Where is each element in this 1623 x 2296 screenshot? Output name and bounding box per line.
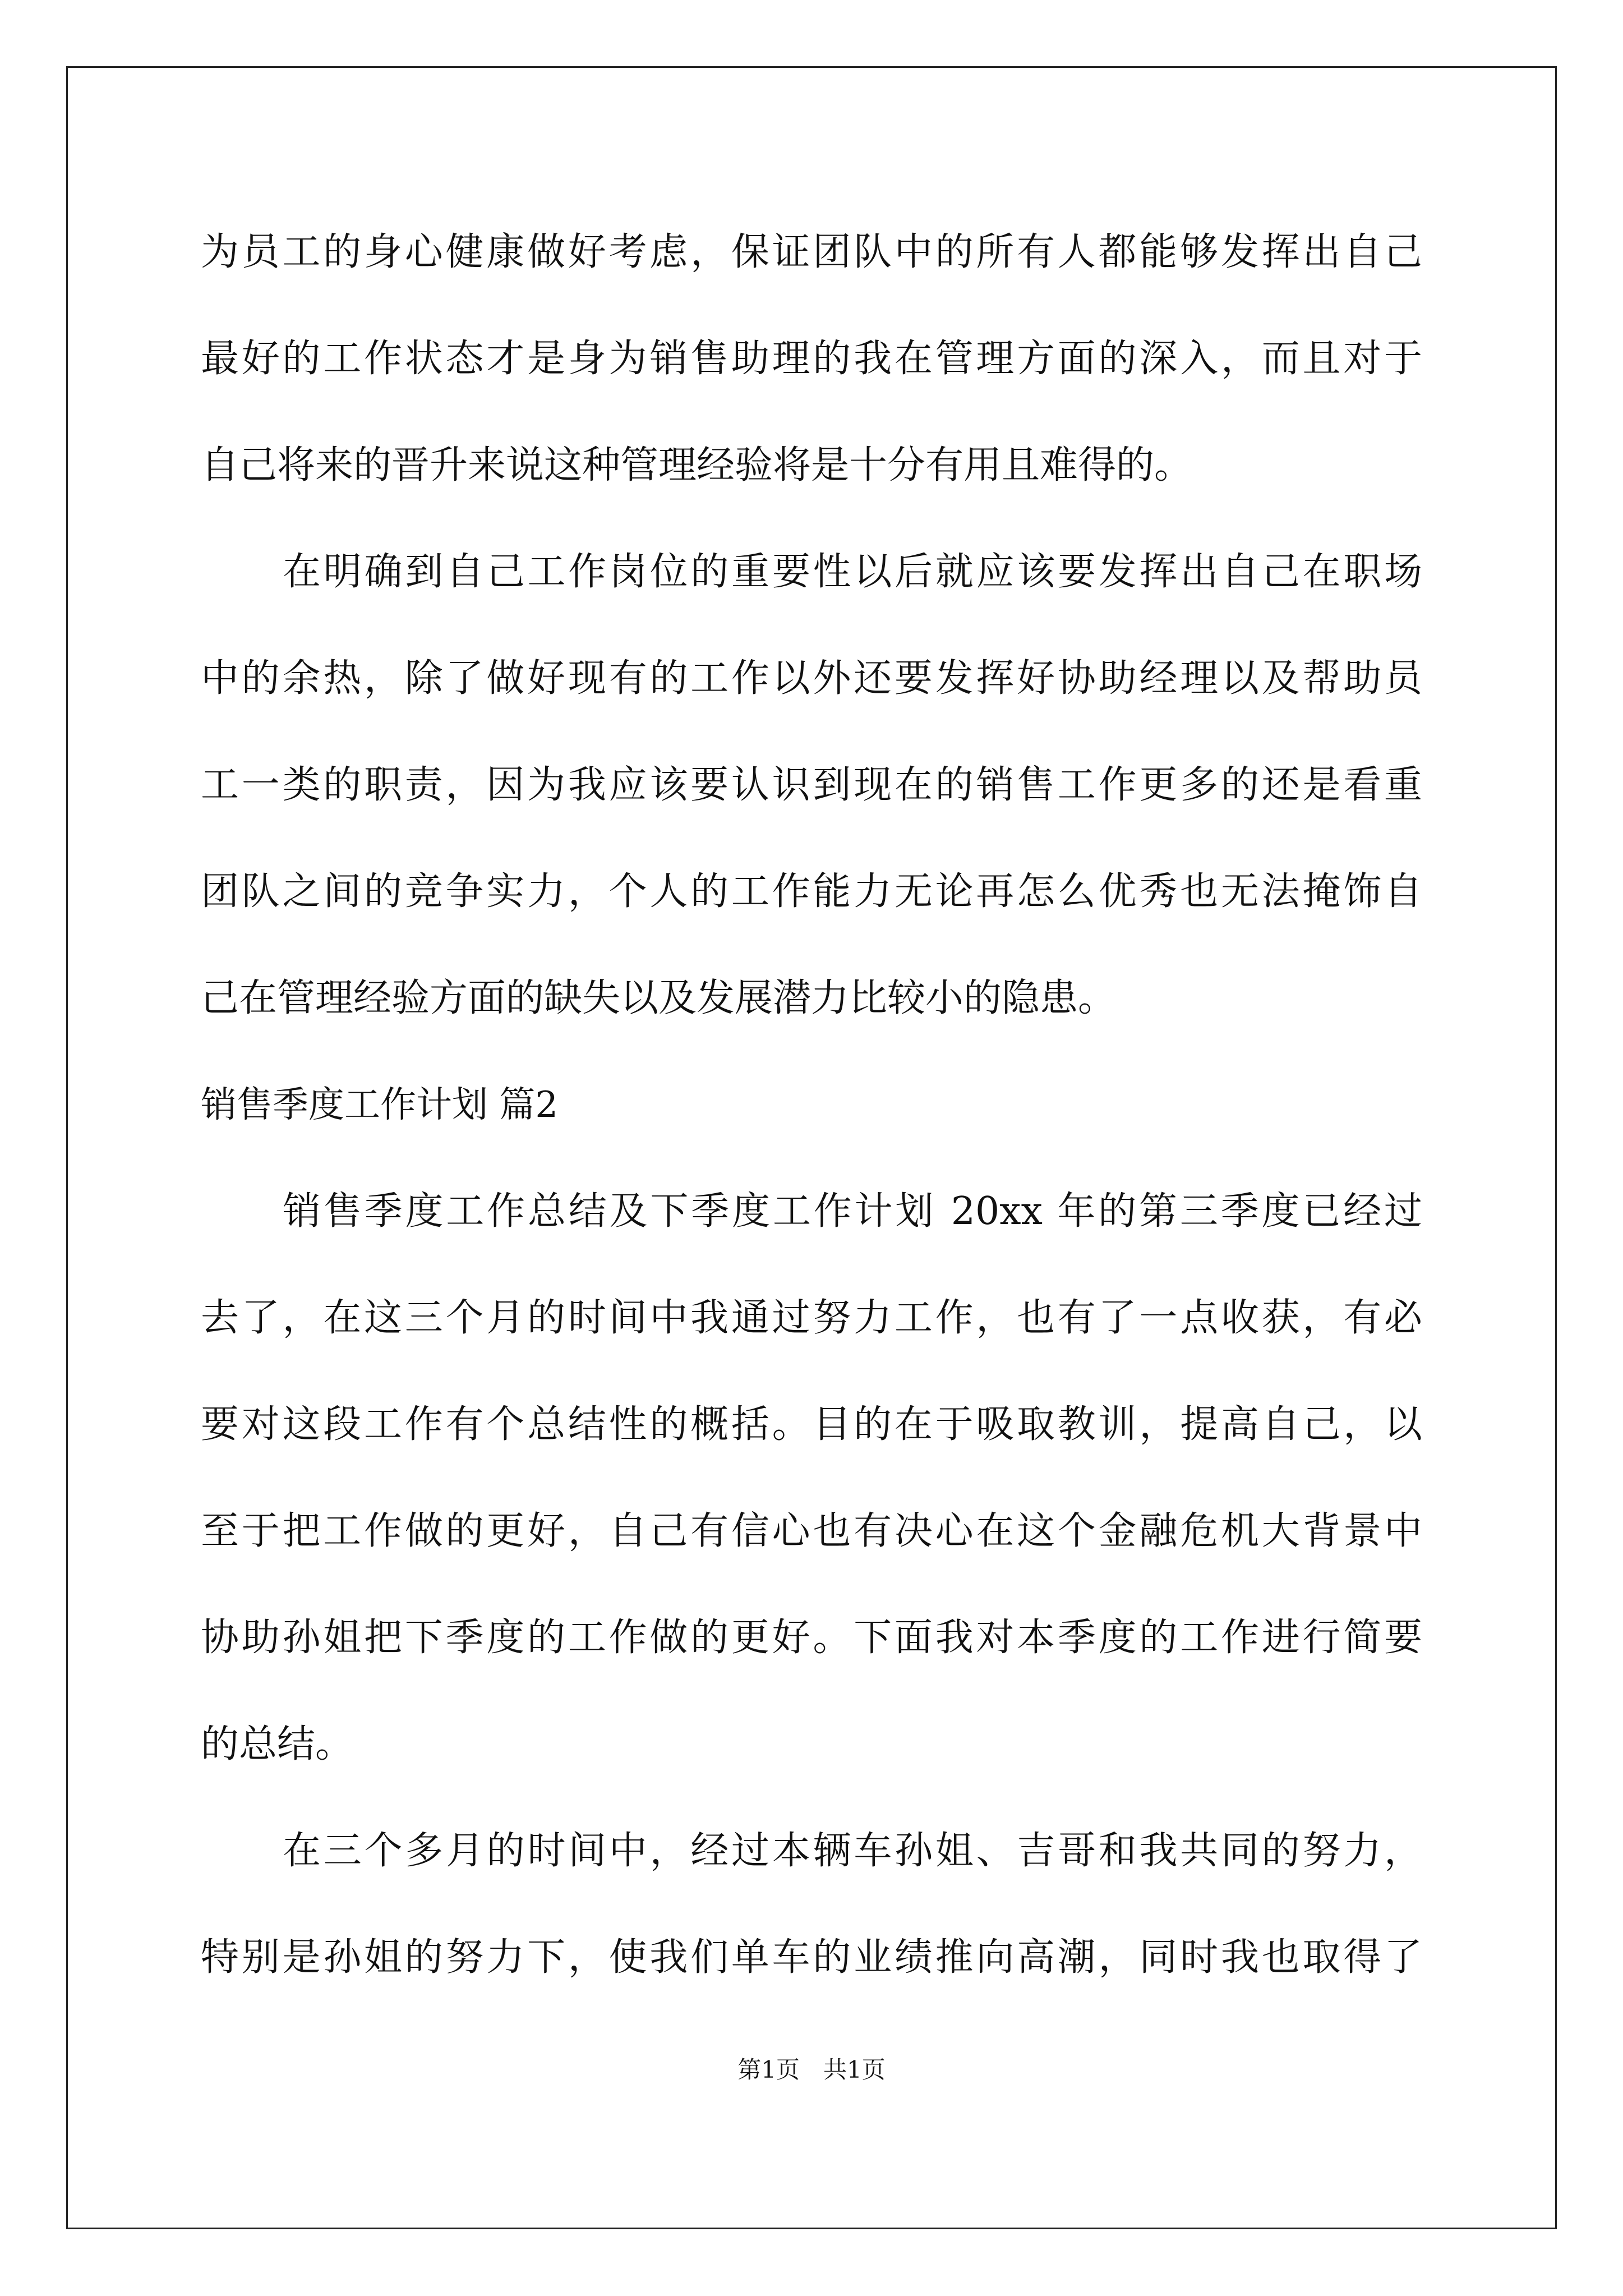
text-line: 至于把工作做的更好，自己有信心也有决心在这个金融危机大背景中 [201,1509,1422,1553]
page-number: 第1页 共1页 [737,2056,886,2083]
text-line: 销售季度工作总结及下季度工作计划 20xx 年的第三季度已经过 [283,1189,1422,1234]
text-line: 的总结。 [201,1722,354,1766]
section-heading: 销售季度工作计划 篇2 [201,1084,559,1126]
text-line: 中的余热，除了做好现有的工作以外还要发挥好协助经理以及帮助员 [201,656,1422,701]
text-line: 要对这段工作有个总结性的概括。目的在于吸取教训，提高自己，以 [201,1402,1422,1447]
text-line: 团队之间的竞争实力，个人的工作能力无论再怎么优秀也无法掩饰自 [201,869,1422,914]
text-line: 协助孙姐把下季度的工作做的更好。下面我对本季度的工作进行简要 [201,1616,1422,1660]
text-line: 为员工的身心健康做好考虑，保证团队中的所有人都能够发挥出自己 [201,230,1422,274]
text-line: 去了，在这三个月的时间中我通过努力工作，也有了一点收获，有必 [201,1296,1422,1340]
text-line: 工一类的职责，因为我应该要认识到现在的销售工作更多的还是看重 [201,763,1422,807]
text-line: 自己将来的晋升来说这种管理经验将是十分有用且难得的。 [201,443,1193,487]
text-line: 在三个多月的时间中，经过本辆车孙姐、吉哥和我共同的努力， [283,1829,1422,1873]
text-line: 在明确到自己工作岗位的重要性以后就应该要发挥出自己在职场 [283,550,1422,594]
text-line: 特别是孙姐的努力下，使我们单车的业绩推向高潮，同时我也取得了 [201,1935,1422,1980]
text-line: 最好的工作状态才是身为销售助理的我在管理方面的深入，而且对于 [201,337,1422,381]
text-line: 己在管理经验方面的缺失以及发展潜力比较小的隐患。 [201,976,1117,1020]
